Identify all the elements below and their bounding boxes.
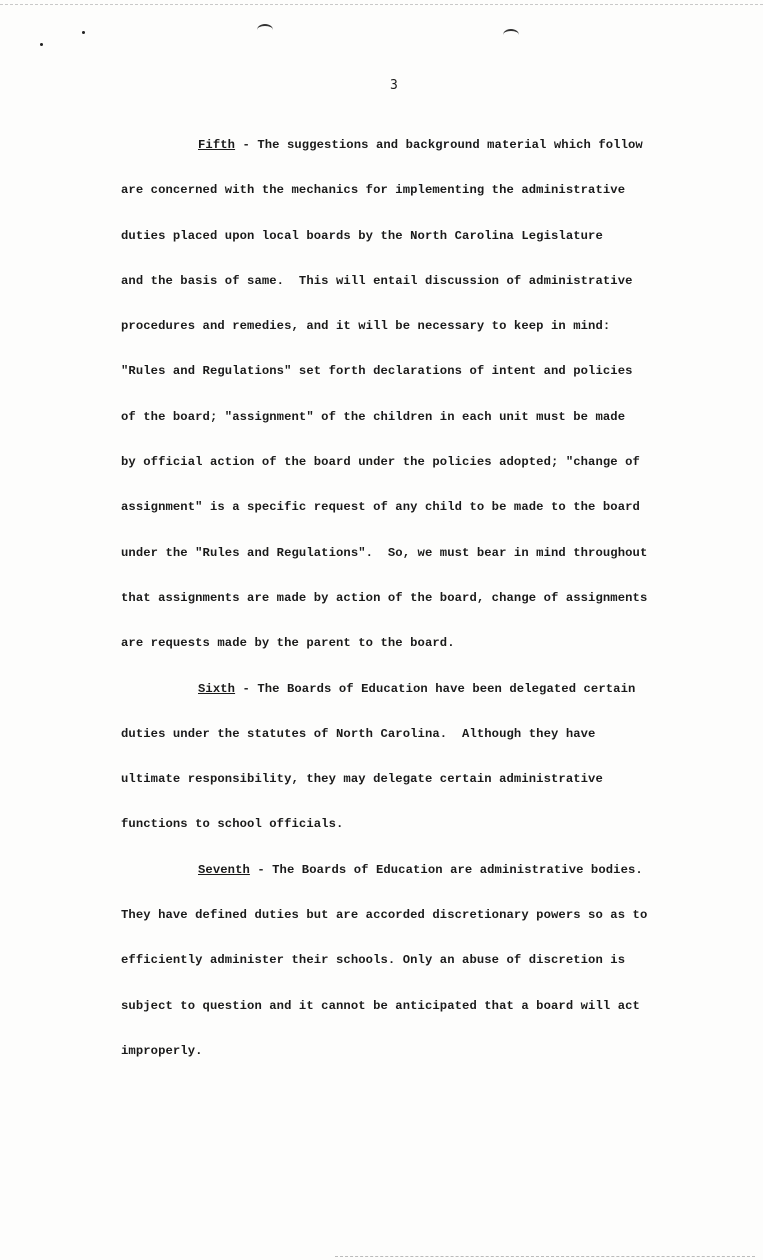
section-heading-fifth: Fifth: [198, 138, 236, 152]
paragraph-fifth-line: of the board; "assignment" of the children in each unit must be made: [121, 409, 626, 424]
paragraph-fifth-line: that assignments are made by action of the board, change of assignments: [121, 590, 648, 605]
paragraph-seventh-line: improperly.: [121, 1043, 203, 1058]
paragraph-fifth-line: are requests made by the parent to the board.: [121, 636, 455, 651]
scan-speck: [82, 31, 85, 34]
paragraph-seventh-line: Seventh - The Boards of Education are administrative bodies.: [198, 862, 643, 877]
paragraph-fifth-line: "Rules and Regulations" set forth declarations of intent and policies: [121, 364, 633, 379]
body-text: [121, 123, 666, 1074]
paragraph-fifth-line: duties placed upon local boards by the North Carolina Legislature: [121, 228, 603, 243]
section-heading-seventh: Seventh: [198, 862, 250, 877]
section-heading-sixth: Sixth: [198, 681, 236, 696]
paragraph-sixth-line: Sixth - The Boards of Education have been delegated certain: [198, 681, 636, 696]
binder-hole-mark: [257, 24, 273, 36]
top-edge-dashes: [0, 4, 763, 5]
binder-hole-mark: [503, 29, 519, 41]
paragraph-fifth-line: assignment" is a specific request of any child to be made to the board: [121, 500, 640, 515]
paragraph-fifth-line: Fifth - The suggestions and background material which follow: [198, 138, 643, 152]
paragraph-seventh-line: subject to question and it cannot be anticipated that a board will act: [121, 998, 640, 1013]
paragraph-sixth-line: ultimate responsibility, they may delegate certain administrative: [121, 772, 603, 787]
paragraph-sixth-line: functions to school officials.: [121, 817, 344, 832]
bottom-edge-dashes: [335, 1256, 755, 1257]
paragraph-fifth-line: are concerned with the mechanics for implementing the administrative: [121, 183, 626, 198]
paragraph-sixth-line: duties under the statutes of North Carolina. Although they have: [121, 726, 596, 741]
scan-speck: [40, 43, 43, 46]
paragraph-fifth-line: procedures and remedies, and it will be necessary to keep in mind:: [121, 319, 611, 334]
paragraph-seventh-line: They have defined duties but are accorded discretionary powers so as to: [121, 908, 648, 923]
paragraph-seventh-line: efficiently administer their schools. Only an abuse of discretion is: [121, 953, 626, 968]
paragraph-fifth-line: and the basis of same. This will entail discussion of administrative: [121, 273, 633, 288]
paragraph-fifth-line: by official action of the board under the policies adopted; "change of: [121, 455, 640, 470]
paragraph-fifth-line: under the "Rules and Regulations". So, we must bear in mind throughout: [121, 545, 648, 560]
page-number: 3: [390, 78, 398, 93]
